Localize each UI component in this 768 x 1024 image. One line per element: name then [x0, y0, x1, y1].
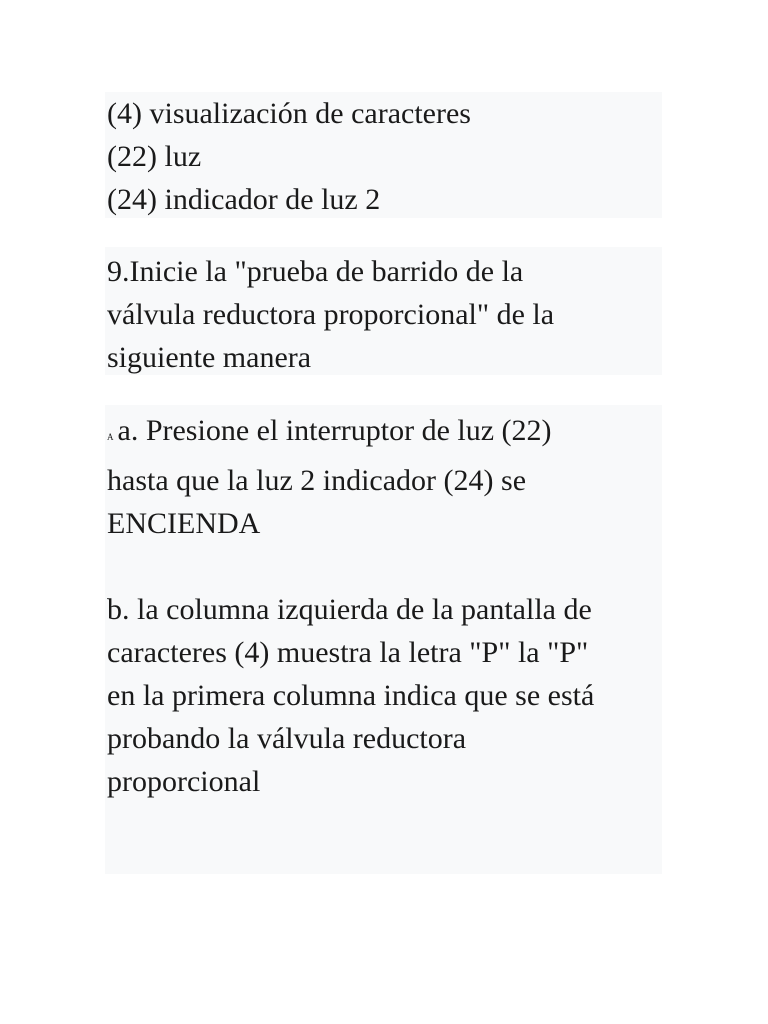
substep-a-line: hasta que la luz 2 indicador (24) se — [107, 464, 527, 497]
step-line: siguiente manera — [107, 341, 312, 374]
legend-line: (22) luz — [107, 140, 202, 173]
legend-line: (4) visualización de caracteres — [107, 97, 471, 130]
substep-b-line: caracteres (4) muestra la letra "P" la "P" — [107, 636, 589, 669]
substep-b-line: b. la columna izquierda de la pantalla de — [107, 593, 592, 626]
substep-a-line: ENCIENDA — [107, 507, 261, 540]
substep-b-line: proporcional — [107, 765, 261, 798]
step-line: válvula reductora proporcional" de la — [107, 298, 555, 331]
legend-line: (24) indicador de luz 2 — [107, 183, 381, 216]
step-line: 9.Inicie la "prueba de barrido de la — [107, 255, 524, 288]
substep-a-line — [107, 409, 662, 459]
step-9-block — [105, 247, 662, 375]
paragraph-gap — [107, 545, 662, 588]
substep-b-line: probando la válvula reductora — [107, 722, 467, 755]
substep-a-text: a. Presione el interruptor de luz (22) — [117, 414, 552, 447]
small-marker: A — [107, 432, 114, 442]
substeps-block — [105, 405, 662, 874]
legend-block — [105, 92, 662, 218]
substep-b-line: en la primera columna indica que se está — [107, 679, 595, 712]
